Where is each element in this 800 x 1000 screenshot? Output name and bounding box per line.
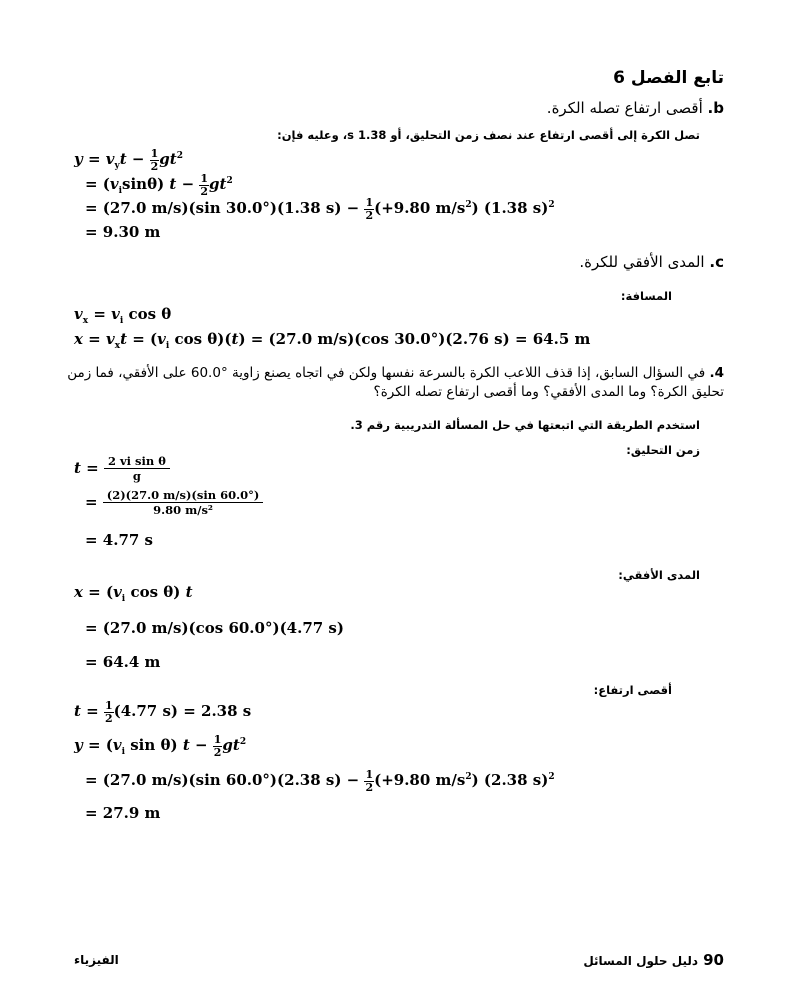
q4-height-eq3: = (27.0 m/s)(sin 60.0°)(2.38 s) − $\frac{1}{2}$ (+9.80 $m/s^2$) (2.38 s)$^2$ [85, 768, 555, 794]
q4-time-result: = 4.77 s [85, 531, 153, 549]
part-c-eq2: $x = v_xt = (v_i$ cos θ)(t) = (27.0 m/s)(cos 30.0°)(2.76 s) = 64.5 m [74, 330, 591, 351]
subject-name: الفيزياء [74, 953, 119, 967]
q4-time-sub-den: 9.80 m/s² [153, 503, 213, 518]
q4-range-eq2: = (27.0 m/s)(cos 60.0°)(4.77 s) [85, 619, 344, 637]
guide-title: دليل حلول المسائل [583, 954, 699, 968]
part-b-text: أقصى ارتفاع تصله الكرة. [546, 99, 703, 117]
page-title: تابع الفصل 6 [613, 68, 724, 88]
q4-height-eq2: $y = (v_i$ sin θ) t − $\frac{1}{2}$ $gt^2$ [74, 733, 247, 759]
q4-range-eq3: = 64.4 m [85, 653, 161, 671]
part-b-question [547, 99, 724, 117]
part-b-note: تصل الكرة إلى أقصى ارتفاع عند نصف زمن التحليق، أو 1.38 s، وعليه فإن: [277, 128, 700, 142]
q4-time-eq1: t = $\frac{\text{2 vi sin θ}}{g}$ [74, 454, 170, 484]
footer-page [583, 950, 724, 969]
q4-time-label: زمن التحليق: [626, 443, 700, 457]
part-c-question [579, 253, 724, 271]
q4-height-eq1: t = $\frac{1}{2}$ (4.77 s) = 2.38 s [74, 699, 252, 725]
page-number: 90 [703, 951, 724, 969]
part-b-eq2: = $(v_i\sin\theta) t$ − $\frac{1}{2}$ $gt^2$ [85, 172, 233, 198]
q4-time-sub-num: (2)(27.0 m/s)(sin 60.0°) [103, 488, 263, 503]
q4-time-den: g [132, 469, 141, 484]
q4-time-num: 2 vi sin θ [104, 454, 170, 469]
q4-height-label: أقصى ارتفاع: [593, 683, 672, 697]
part-b-eq1: $y = v_yt$ − $\frac{1}{2}$ $gt^2$ [74, 147, 183, 173]
q4-text [64, 364, 724, 402]
q4-height-eq4: = 27.9 m [85, 804, 161, 822]
part-c-label: المسافة: [620, 289, 672, 303]
q4-time-eq2: = $\frac{(2)(27.0 m/s)(\sin 60.0^\circ)}{\text{9.80 m/s²}}$ [85, 488, 263, 518]
part-b-eq4: = 9.30 m [85, 223, 161, 241]
part-c-text: المدى الأفقي للكرة. [579, 253, 705, 271]
q4-number: 4. [709, 365, 724, 381]
q4-line2: تحليق الكرة؟ وما المدى الأفقي؟ وما أقصى ارتفاع تصله الكرة؟ [373, 384, 724, 400]
q4-instruction: استخدم الطريقة التي اتبعتها في حل المسألة التدريبية رقم 3. [350, 418, 700, 432]
part-c-eq1: $v_x = v_i$ cos θ [74, 305, 172, 326]
q4-range-label: المدى الأفقي: [618, 568, 700, 582]
part-b-marker: b. [707, 99, 724, 117]
part-c-marker: c. [709, 253, 724, 271]
q4-range-eq1: $x = (v_i$ cos θ) t [74, 583, 193, 604]
q4-line1: في السؤال السابق، إذا قذف اللاعب الكرة بالسرعة نفسها ولكن في اتجاه يصنع زاوية °60.0 على الأفقي، فما زمن [67, 365, 706, 381]
part-b-eq3: = (27.0 m/s)(sin 30.0°)(1.38 s) − $\frac{1}{2}$ (+9.80 $m/s^2$) (1.38 s)$^2$ [85, 196, 555, 222]
